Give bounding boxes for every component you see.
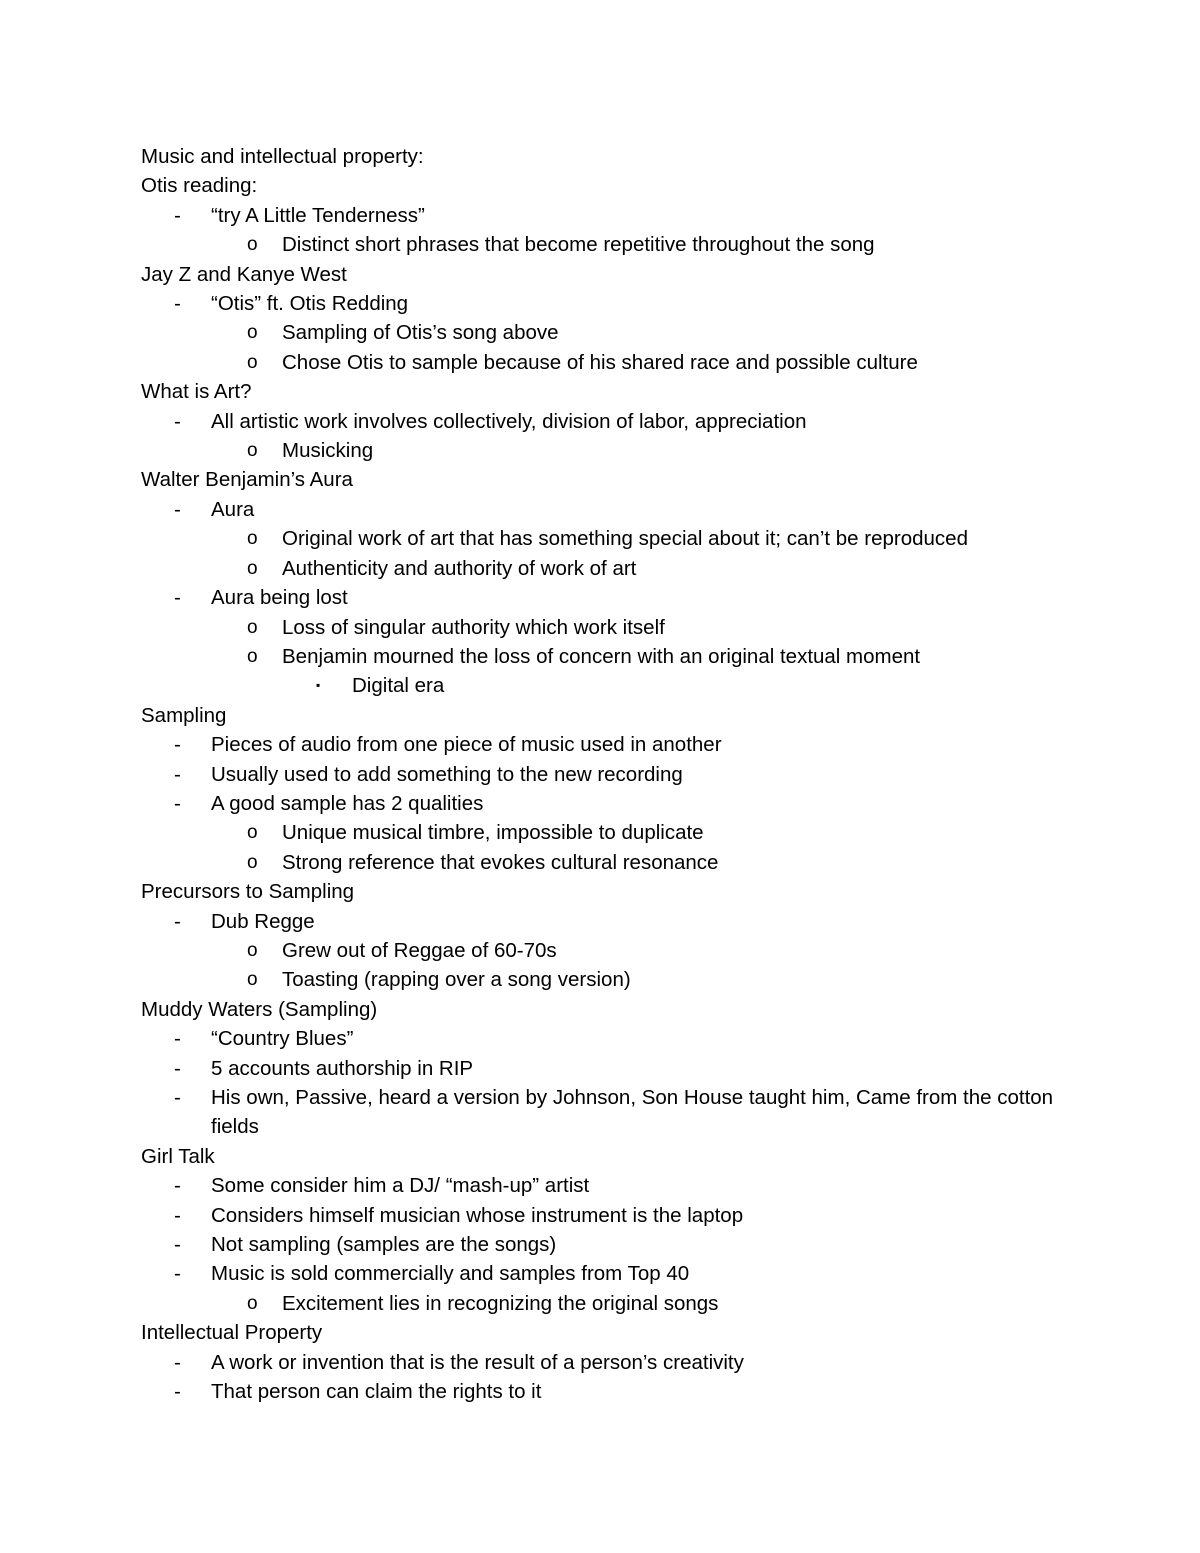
line-text: Girl Talk (141, 1144, 215, 1168)
dash-bullet-icon: - (174, 909, 181, 933)
line-text: Musicking (282, 439, 374, 463)
line-text: Aura (211, 497, 255, 521)
dash-bullet-icon: - (174, 1380, 181, 1404)
dash-bullet-icon: - (174, 292, 181, 316)
line-text: “Otis” ft. Otis Redding (211, 292, 409, 316)
dash-bullet-icon: - (174, 586, 181, 610)
sub-bullet-line (141, 348, 1101, 377)
sub-bullet-line (141, 554, 1101, 583)
line-text: Grew out of Reggae of 60-70s (282, 938, 557, 962)
dash-bullet-icon: - (174, 1027, 181, 1051)
line-text: Sampling of Otis’s song above (282, 321, 559, 345)
bullet-line (141, 201, 1101, 230)
bullet-line (141, 907, 1101, 936)
bullet-line (141, 730, 1101, 759)
line-text: Some consider him a DJ/ “mash-up” artist (211, 1174, 590, 1198)
sub-bullet-line (141, 436, 1101, 465)
sub-bullet-line (141, 524, 1101, 553)
line-text: Considers himself musician whose instrument is the laptop (211, 1203, 744, 1227)
dash-bullet-icon: - (174, 762, 181, 786)
line-text: Muddy Waters (Sampling) (141, 997, 378, 1021)
bullet-line (141, 789, 1101, 818)
line-text: Precursors to Sampling (141, 880, 355, 904)
bullet-line (141, 1171, 1101, 1200)
document-page (141, 142, 1101, 1406)
circle-bullet-icon: o (247, 234, 258, 256)
circle-bullet-icon: o (247, 851, 258, 873)
circle-bullet-icon: o (247, 939, 258, 961)
heading-line (141, 465, 1101, 494)
sub-bullet-line (141, 965, 1101, 994)
bullet-line (141, 1348, 1101, 1377)
dash-bullet-icon: - (174, 203, 181, 227)
line-text: Distinct short phrases that become repetitive throughout the song (282, 233, 875, 257)
sub-bullet-line (141, 230, 1101, 259)
line-text: Aura being lost (211, 586, 348, 610)
line-text: Dub Regge (211, 909, 315, 933)
heading-line (141, 877, 1101, 906)
line-text: Unique musical timbre, impossible to duplicate (282, 821, 704, 845)
line-text: Excitement lies in recognizing the original songs (282, 1291, 719, 1315)
line-text: “try A Little Tenderness” (211, 203, 425, 227)
line-text: Original work of art that has something special about it; can’t be reproduced (282, 527, 968, 551)
bullet-line (141, 289, 1101, 318)
bullet-line (141, 1083, 1101, 1142)
heading-line (141, 377, 1101, 406)
bullet-line (141, 1024, 1101, 1053)
line-text: Music and intellectual property: (141, 145, 424, 168)
line-text: That person can claim the rights to it (211, 1380, 542, 1404)
sub-bullet-line (141, 642, 1101, 671)
heading-line (141, 142, 1101, 171)
dash-bullet-icon: - (174, 733, 181, 757)
circle-bullet-icon: o (247, 616, 258, 638)
line-text: Jay Z and Kanye West (141, 262, 347, 286)
line-text: Authenticity and authority of work of art (282, 556, 637, 580)
heading-line (141, 995, 1101, 1024)
circle-bullet-icon: o (247, 822, 258, 844)
line-text: 5 accounts authorship in RIP (211, 1056, 474, 1080)
circle-bullet-icon: o (247, 645, 258, 667)
circle-bullet-icon: o (247, 969, 258, 991)
dash-bullet-icon: - (174, 1086, 181, 1109)
line-text: “Country Blues” (211, 1027, 354, 1051)
sub-bullet-line (141, 1289, 1101, 1318)
dash-bullet-icon: - (174, 791, 181, 815)
line-text: Chose Otis to sample because of his shared race and possible culture (282, 350, 918, 374)
line-text: Toasting (rapping over a song version) (282, 968, 631, 992)
heading-line (141, 1318, 1101, 1347)
dash-bullet-icon: - (174, 1233, 181, 1257)
bullet-line (141, 1230, 1101, 1259)
square-bullet-icon: ▪ (316, 678, 321, 693)
bullet-line (141, 760, 1101, 789)
circle-bullet-icon: o (247, 351, 258, 373)
circle-bullet-icon: o (247, 322, 258, 344)
line-text: Walter Benjamin’s Aura (141, 468, 353, 492)
sub-bullet-line (141, 936, 1101, 965)
line-text: Strong reference that evokes cultural resonance (282, 850, 719, 874)
heading-line (141, 260, 1101, 289)
line-text: Music is sold commercially and samples from Top 40 (211, 1262, 690, 1286)
line-text: Intellectual Property (141, 1321, 323, 1345)
line-text: Digital era (352, 674, 445, 698)
bullet-line (141, 407, 1101, 436)
bullet-line (141, 583, 1101, 612)
circle-bullet-icon: o (247, 557, 258, 579)
line-text: What is Art? (141, 380, 252, 404)
dash-bullet-icon: - (174, 1174, 181, 1198)
line-text: Benjamin mourned the loss of concern with an original textual moment (282, 644, 921, 668)
line-text: A work or invention that is the result of a person’s creativity (211, 1350, 744, 1374)
line-text: Usually used to add something to the new recording (211, 762, 683, 786)
sub-sub-bullet-line (141, 671, 1101, 700)
bullet-line (141, 1201, 1101, 1230)
sub-bullet-line (141, 613, 1101, 642)
line-text: Otis reading: (141, 174, 258, 198)
dash-bullet-icon: - (174, 1056, 181, 1080)
line-text: His own, Passive, heard a version by Johnson, Son House taught him, Came from the cotton fields (211, 1086, 1054, 1139)
line-text: Loss of singular authority which work itself (282, 615, 665, 639)
line-text: All artistic work involves collectively, division of labor, appreciation (211, 409, 807, 433)
sub-bullet-line (141, 848, 1101, 877)
dash-bullet-icon: - (174, 497, 181, 521)
heading-line (141, 171, 1101, 200)
dash-bullet-icon: - (174, 1350, 181, 1374)
heading-line (141, 701, 1101, 730)
line-text: Pieces of audio from one piece of music used in another (211, 733, 722, 757)
circle-bullet-icon: o (247, 1292, 258, 1314)
line-text: A good sample has 2 qualities (211, 791, 484, 815)
circle-bullet-icon: o (247, 528, 258, 550)
bullet-line (141, 1259, 1101, 1288)
dash-bullet-icon: - (174, 1203, 181, 1227)
dash-bullet-icon: - (174, 1262, 181, 1286)
bullet-line (141, 495, 1101, 524)
line-text: Not sampling (samples are the songs) (211, 1233, 557, 1257)
heading-line (141, 1142, 1101, 1171)
sub-bullet-line (141, 318, 1101, 347)
circle-bullet-icon: o (247, 440, 258, 462)
sub-bullet-line (141, 818, 1101, 847)
bullet-line (141, 1054, 1101, 1083)
bullet-line (141, 1377, 1101, 1406)
dash-bullet-icon: - (174, 409, 181, 433)
line-text: Sampling (141, 703, 227, 727)
